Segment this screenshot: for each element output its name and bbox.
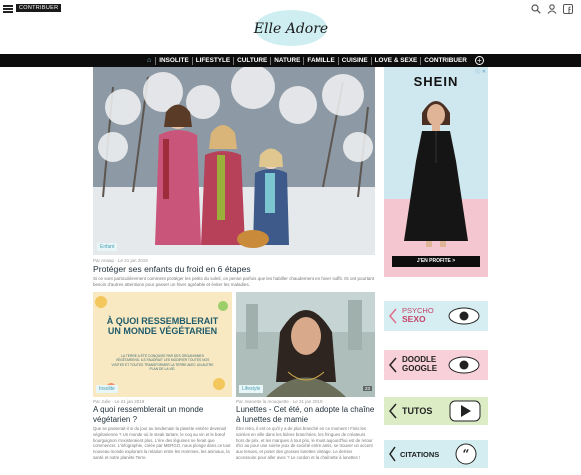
nav-item-famille[interactable]: FAMILLE (303, 57, 337, 65)
menu-icon[interactable] (3, 5, 13, 13)
sidebar-ad[interactable] (384, 67, 488, 277)
add-icon[interactable]: + (475, 56, 484, 65)
widget-psycho-sexo[interactable] (384, 295, 488, 337)
ad-dress-photo (384, 91, 488, 251)
widget-line1: PSYCHO (402, 306, 434, 315)
top-bar (0, 0, 581, 52)
widget-line1: TUTOS (402, 406, 433, 416)
widget-tutos[interactable] (384, 390, 488, 432)
nav-item-nature[interactable]: NATURE (270, 57, 303, 65)
svg-text:“: “ (462, 447, 470, 461)
ad-cta-button[interactable]: J'EN PROFITE > (392, 256, 480, 267)
card-image-heading: À QUOI RESSEMBLERAIT UN MONDE VÉGÉTARIEN (106, 316, 219, 336)
search-icon[interactable] (531, 4, 541, 14)
tutos-banner (384, 390, 488, 432)
vegetarian-infographic (93, 292, 232, 397)
card-meta: Par Jeanette la mouquette · Le 21 jan 2019 (236, 399, 323, 404)
nav-item-love-sexe[interactable]: LOVE & SEXE (371, 57, 421, 65)
card-image-caption: LA TERRE A ÉTÉ CONQUISE PAR DES ORGANISMES VÉGÉTARIENS. ILS FAUDRAIT LES MODIFIER TOUTES NOS VISITES ET TOUTES TRANSFORMER LA TERRE AVEC UN AUTRE PLAN DE LA VIE. (111, 354, 214, 371)
widget-line2: SEXO (402, 314, 426, 324)
header-actions (531, 4, 573, 14)
main-nav (0, 54, 581, 67)
woman-portrait-photo (236, 292, 375, 397)
card-excerpt: Être rétro, il est ce qu'il y a de plus branché en ce moment ! Finis les soirées en ville dans les bières branchées, les fringues de créateurs hors de prix, et les marques à tout prix, le must aujourd'hui est de retour d'ici au pour une soirée jeux de société entre amis, se trouver un accent aux tenues, et poser des grosses lunettes vintage. Le dernier accessoire pour aller avec ? Le cordon et la chaînette à lunettes ! (236, 426, 373, 460)
card-category-badge[interactable]: Lifestyle (239, 385, 263, 393)
card-image-vegetarien[interactable] (93, 292, 232, 397)
hero-image[interactable] (93, 67, 375, 255)
nav-item-culture[interactable]: CULTURE (233, 57, 270, 65)
hero-excerpt: Si ce sont particulièrement comment protéger les petits du soleil, on pense parfois que les habiller chaudement en hiver suffit. Ils ont pourtant besoin d'autres attentions pour passer un hiver agréable et éviter les maladies. (93, 276, 375, 287)
facebook-icon[interactable] (563, 4, 573, 14)
card-category-badge[interactable]: Insolite (96, 385, 118, 393)
ad-choices-icon[interactable]: ⓘ ✕ (475, 69, 486, 75)
home-icon[interactable]: ⌂ (147, 57, 152, 64)
svg-text:Elle Adore: Elle Adore (253, 21, 329, 37)
hero-photo (93, 67, 375, 255)
widget-line1: DOODLE (402, 355, 437, 364)
card-image-lunettes[interactable] (236, 292, 375, 397)
nav-item-contribuer[interactable]: CONTRIBUER (420, 57, 470, 65)
card-meta: Par Julie · Le 21 jan 2019 (93, 399, 145, 404)
psycho-sexo-banner (384, 295, 488, 337)
hero-title[interactable]: Protéger ses enfants du froid en 6 étapes (93, 264, 251, 274)
widget-line2: GOOGLE (402, 364, 438, 373)
widget-citations[interactable] (384, 434, 488, 475)
nav-item-cuisine[interactable]: CUISINE (338, 57, 371, 65)
widget-line1: CITATIONS (400, 450, 440, 459)
ad-brand: SHEIN (413, 74, 459, 89)
site-logo[interactable] (253, 8, 329, 48)
hero-meta: Par Anaap · Le 21 jan 2019 (93, 258, 148, 263)
photo-count-badge: 23 (364, 386, 370, 391)
card-title[interactable]: A quoi ressemblerait un monde végétarien ? (93, 405, 204, 424)
card-title[interactable]: Lunettes - Cet été, on adopte la chaîne à lunettes de mamie (236, 405, 375, 424)
card-excerpt: Que se passerait-il si du jour au lendemain la planète entière devenait végétarienne ? Un monde où le steak tartare, le coq au vin et le bœuf bourguignon n'existeraient plus. L'ère des légumes ne ferait que commencer. L'infographie, créée par MERGO, nous plonge dans ce tout nouveau monde explorant la relation entre les Hommes, les animaux, la santé et notre planète Terre. (93, 426, 231, 460)
nav-item-lifestyle[interactable]: LIFESTYLE (192, 57, 233, 65)
hero-category-badge[interactable]: Enfant (97, 243, 117, 251)
user-icon[interactable] (547, 4, 557, 14)
widget-doodle-google[interactable] (384, 344, 488, 386)
contribute-link[interactable]: CONTRIBUER (16, 4, 61, 12)
nav-item-insolite[interactable]: INSOLITE (155, 57, 191, 65)
